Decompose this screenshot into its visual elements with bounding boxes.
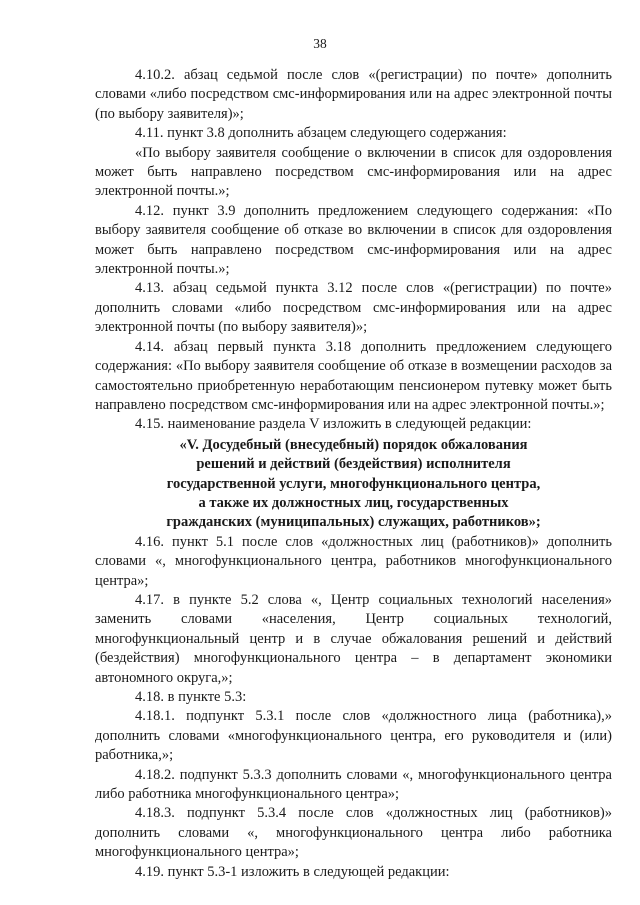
page-number: 38 [313, 36, 327, 51]
heading-line: решений и действий (бездействия) исполнителя [196, 456, 511, 473]
paragraph-4-18: 4.18. в пункте 5.3: [135, 689, 247, 705]
document-body [95, 66, 612, 882]
paragraph-4-11-quote: «По выбору заявителя сообщение о включении в список для оздоровления может быть направлено посредством смс-информирования или на адрес электронной почты.»; [95, 144, 612, 200]
paragraph-4-15: 4.15. наименование раздела V изложить в следующей редакции: [135, 416, 532, 433]
section-v-heading [95, 436, 612, 533]
paragraph-4-11: 4.11. пункт 3.8 дополнить абзацем следующего содержания: [135, 125, 507, 142]
paragraph-4-17: 4.17. в пункте 5.2 слова «, Центр социальных технологий населения» заменить словами «населения, Центр социальных технологий, многофункциональный центр и в случае обжалования решений и действий (бездействия) многофункционального центра – в департамент экономики автономного округа,»; [95, 591, 612, 686]
heading-line: государственной услуги, многофункционального центра, [166, 475, 541, 492]
paragraph-4-14: 4.14. абзац первый пункта 3.18 дополнить предложением следующего содержания: «По выбору заявителя сообщение об отказе в возмещении расходов за самостоятельно приобретенную неработающим пенсионером путевку может быть направлено посредством смс-информирования или на адрес электронной почты.»; [95, 338, 612, 413]
paragraph-4-19: 4.19. пункт 5.3-1 изложить в следующей редакции: [135, 863, 450, 880]
paragraph-4-18-2: 4.18.2. подпункт 5.3.3 дополнить словами «, многофункционального центра либо работника многофункционального центра»; [95, 766, 612, 803]
heading-line: а также их должностных лиц, государственных [198, 494, 509, 511]
paragraph-4-12: 4.12. пункт 3.9 дополнить предложением следующего содержания: «По выбору заявителя сообщение об отказе во включении в список для оздоровления может быть направлено посредством смс-информирования или на адрес электронной почты.»; [95, 202, 612, 278]
paragraph-4-10-2: 4.10.2. абзац седьмой после слов «(регистрации) по почте» дополнить словами «либо посредством смс-информирования или на адрес электронной почты (по выбору заявителя)»; [95, 67, 612, 122]
paragraph-4-13: 4.13. абзац седьмой пункта 3.12 после слов «(регистрации) по почте» дополнить словами «либо посредством смс-информирования или на адрес электронной почты (по выбору заявителя)»; [95, 280, 612, 336]
heading-line: гражданских (муниципальных) служащих, работников»; [166, 514, 541, 531]
heading-line: «V. Досудебный (внесудебный) порядок обжалования [179, 436, 528, 453]
paragraph-4-18-1: 4.18.1. подпункт 5.3.1 после слов «должностного лица (работника),» дополнить словами «многофункционального центра, его руководителя и (или) работника,»; [95, 708, 612, 764]
paragraph-4-18-3: 4.18.3. подпункт 5.3.4 после слов «должностных лиц (работников)» дополнить словами «, многофункционального центра либо работника многофункционального центра»; [95, 805, 612, 861]
paragraph-4-16: 4.16. пункт 5.1 после слов «должностных лиц (работников)» дополнить словами «, многофункционального центра, работников многофункционального центра»; [95, 533, 612, 589]
